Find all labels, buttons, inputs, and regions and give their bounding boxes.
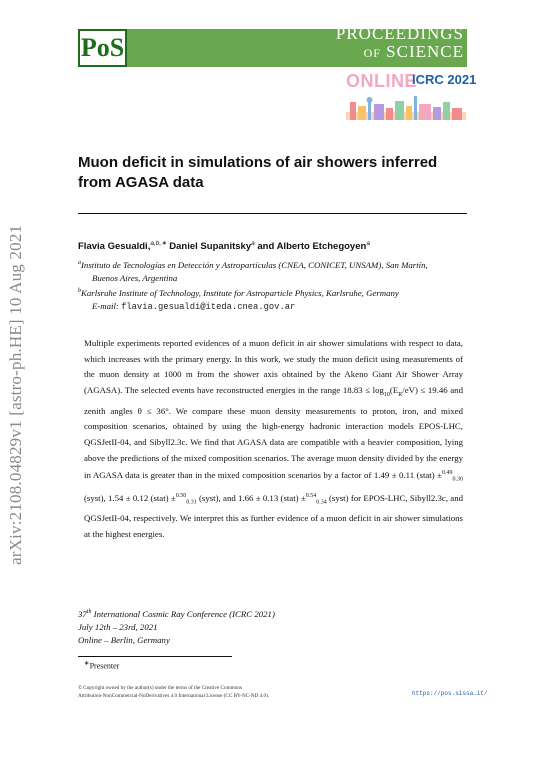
affiliation-a: $^a$Instituto de Tecnologías en Detección y Astropartículas (CNEA, CONICET, UNSAM), San Martín, bbox=[78, 259, 428, 270]
arxiv-identifier: arXiv:2108.04829v1 [astro-ph.HE] 10 Aug 2021 bbox=[6, 224, 25, 565]
author-name: and Alberto Etchegoyen bbox=[254, 241, 367, 253]
science-word: SCIENCE bbox=[386, 42, 464, 61]
author-affiliation-mark: a bbox=[366, 240, 370, 247]
conference-dates: July 12th – 23rd, 2021 bbox=[78, 621, 158, 632]
affiliation-b: $^b$Karlsruhe Institute of Technology, Institute for Astroparticle Physics, Karlsruhe, Germany bbox=[78, 287, 399, 298]
berlin-skyline-icon bbox=[346, 92, 466, 120]
proceedings-of-science-logo bbox=[336, 25, 464, 62]
footnote: ∗Presenter bbox=[84, 660, 120, 671]
abstract: Multiple experiments reported evidences of a muon deficit in air shower simulations with respect to data, which increases with the primary energy. In this work, we study the muon deficit using measurements of the muon density at 1000 m from the shower axis obtained by the Akeno Giant Air Shower Array (AGASA). The selected events have reconstructed energies in the range $18.83 \le \log_{10}(E_R/eV) \le 19.46$ and zenith angles θ ≤ 36°. We compare these muon density measurements to proton, iron, and mixed composition scenarios, obtained by using the high-energy hadronic interaction models EPOS-LHC, QGSJetII-04, and Sibyll2.3c. We find that AGASA data are compatible with a heavier composition, lying above the predictions of the mixed composition scenarios. The average muon density divided by the energy in AGASA data is greater than in the mixed composition scenarios by a factor of 1.49 ± 0.11 (stat) ±$^{0.49}_{0.30}$ (syst), 1.54 ± 0.12 (stat) ±$^{0.50}_{0.31}$ (syst), and 1.66 ± 0.13 (stat) ±$^{0.54}_{0.34}$ (syst) for EPOS-LHC, Sibyll2.3c, and QGSJetII-04, respectively. We interpret this as further evidence of a muon deficit in air shower simulations at the highest energies. bbox=[84, 338, 464, 539]
icrc-label: ICRC 2021 bbox=[412, 72, 477, 87]
email-line: E-mail: flavia.gesualdi@iteda.cnea.gov.ar bbox=[92, 300, 296, 312]
conference-info: 37th International Cosmic Ray Conference (ICRC 2021) July 12th – 23rd, 2021 Online – Berlin, Germany bbox=[78, 606, 378, 647]
copyright-notice: © Copyright owned by the author(s) under the terms of the Creative Commons Attribution-NonCommercial-NoDerivatives 4.0 International License (CC BY-NC-ND 4.0). bbox=[78, 685, 270, 699]
author-affiliation-mark: a bbox=[251, 240, 255, 247]
author-list bbox=[78, 239, 478, 252]
footnote-rule bbox=[78, 656, 232, 657]
affiliations: $^a$Instituto de Tecnologías en Detección y Astropartículas (CNEA, CONICET, UNSAM), San Martín, Buenos Aires, Argentina $^b$Karlsruhe Institute of Technology, Institute for Astroparticle Physics, Karlsruhe, Germany E-mail: flavia.gesualdi@iteda.cnea.gov.ar bbox=[78, 257, 468, 314]
online-label: ONLINE bbox=[346, 71, 418, 91]
author-name: Daniel Supanitsky bbox=[166, 241, 252, 253]
pos-url-link[interactable]: https://pos.sissa.it/ bbox=[412, 690, 488, 697]
email-link[interactable]: flavia.gesualdi@iteda.cnea.gov.ar bbox=[121, 301, 296, 312]
author-affiliation-mark: a,b,∗ bbox=[150, 240, 167, 247]
of-word: OF bbox=[363, 46, 381, 60]
author-name: Flavia Gesualdi, bbox=[78, 241, 151, 253]
conference-place: Online – Berlin, Germany bbox=[78, 634, 170, 645]
proceedings-word: PROCEEDINGS bbox=[335, 24, 464, 43]
paper-title: Muon deficit in simulations of air showers inferred from AGASA data bbox=[78, 154, 438, 191]
title-rule bbox=[78, 213, 467, 214]
pos-logo: PoS bbox=[78, 29, 127, 67]
